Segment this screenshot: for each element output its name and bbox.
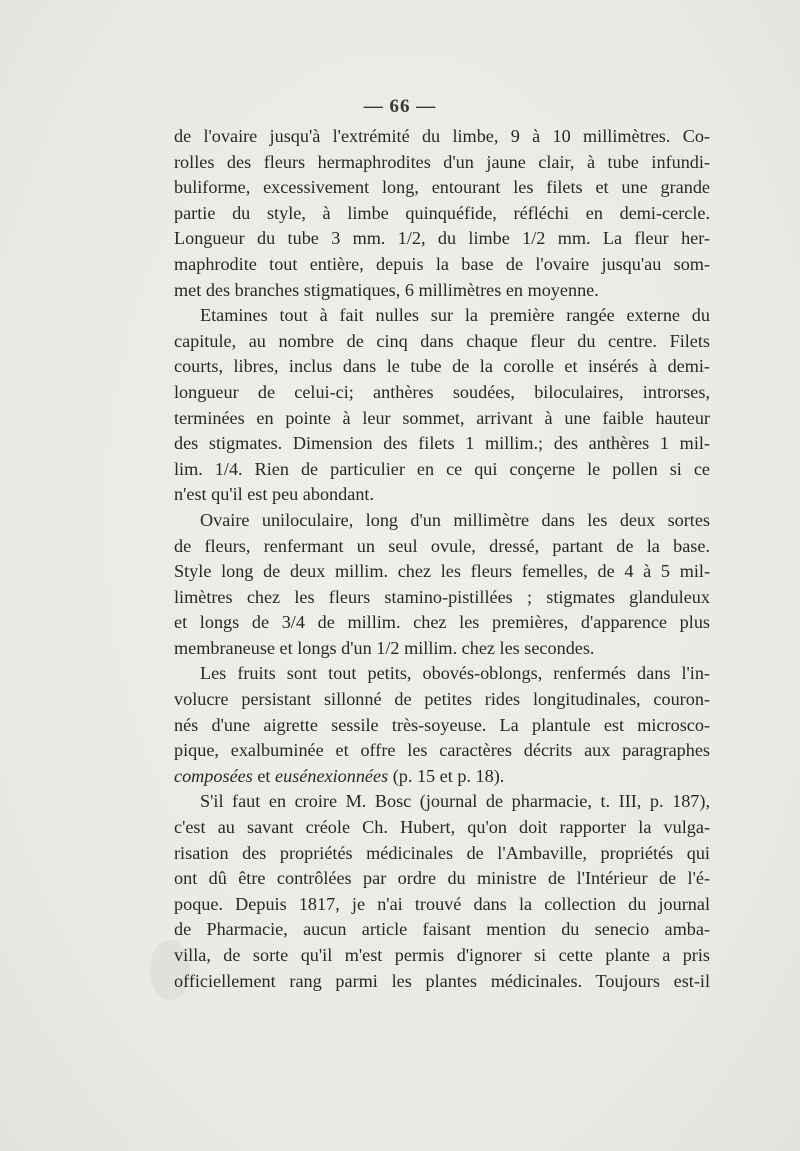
text-line: rolles des fleurs hermaphrodites d'un jaune clair, à tube infundi- xyxy=(174,151,710,172)
text-line: Etamines tout à fait nulles sur la première rangée externe du xyxy=(200,305,710,326)
text-line: terminées en pointe à leur sommet, arrivant à une faible hauteur xyxy=(174,407,710,428)
text-line: volucre persistant sillonné de petites rides longitudinales, couron- xyxy=(174,689,710,710)
text-line: Longueur du tube 3 mm. 1/2, du limbe 1/2 mm. La fleur her- xyxy=(174,228,710,249)
text-line: Ovaire uniloculaire, long d'un millimètre dans les deux sortes xyxy=(200,509,710,530)
text-line: ont dû être contrôlées par ordre du ministre de l'Intérieur de l'é- xyxy=(174,868,710,889)
text-line: de Pharmacie, aucun article faisant mention du senecio amba- xyxy=(174,919,710,940)
text-line: Les fruits sont tout petits, obovés-oblongs, renfermés dans l'in- xyxy=(200,663,710,684)
text-fragment: et xyxy=(252,765,276,786)
text-line: membraneuse et longs d'un 1/2 millim. chez les secondes. xyxy=(174,637,595,658)
text-line xyxy=(174,764,710,790)
text-line: villa, de sorte qu'il m'est permis d'ignorer si cette plante a pris xyxy=(174,945,710,965)
text-line: S'il faut en croire M. Bosc (journal de pharmacie, t. III, p. 187), xyxy=(200,791,710,812)
page-number: — 66 — xyxy=(363,96,437,117)
text-line: Style long de deux millim. chez les fleurs femelles, de 4 à 5 mil- xyxy=(174,561,710,582)
text-line: de l'ovaire jusqu'à l'extrémité du limbe, 9 à 10 millimètres. Co- xyxy=(174,126,710,146)
text-line: capitule, au nombre de cinq dans chaque fleur du centre. Filets xyxy=(174,330,710,351)
italic-term: eusénexionnées xyxy=(275,765,389,786)
text-line: nés d'une aigrette sessile très-soyeuse. La plantule est microsco- xyxy=(174,714,710,735)
text-line: partie du style, à limbe quinquéfide, réfléchi en demi-cercle. xyxy=(174,202,710,223)
text-line: longueur de celui-ci; anthères soudées, biloculaires, introrses, xyxy=(174,381,710,402)
text-line: c'est au savant créole Ch. Hubert, qu'on doit rapporter la vulga- xyxy=(174,817,710,838)
text-line: maphrodite tout entière, depuis la base de l'ovaire jusqu'au som- xyxy=(174,253,710,274)
body-text xyxy=(174,124,710,994)
text-line: des stigmates. Dimension des filets 1 millim.; des anthères 1 mil- xyxy=(174,433,710,454)
text-line: courts, libres, inclus dans le tube de la corolle et insérés à demi- xyxy=(174,356,710,377)
text-line: n'est qu'il est peu abondant. xyxy=(174,484,375,505)
text-line: officiellement rang parmi les plantes médicinales. Toujours est-il xyxy=(174,970,710,991)
text-fragment: (p. 15 et p. 18). xyxy=(388,765,505,786)
text-line: de fleurs, renfermant un seul ovule, dressé, partant de la base. xyxy=(174,535,710,556)
text-line: et longs de 3/4 de millim. chez les premières, d'apparence plus xyxy=(174,612,710,633)
text-line: met des branches stigmatiques, 6 millimètres en moyenne. xyxy=(174,279,599,300)
text-line: lim. 1/4. Rien de particulier en ce qui conçerne le pollen si ce xyxy=(174,458,710,479)
text-line: limètres chez les fleurs stamino-pistillées ; stigmates glanduleux xyxy=(174,586,710,607)
text-line: risation des propriétés médicinales de l'Ambaville, propriétés qui xyxy=(174,842,710,863)
italic-term: composées xyxy=(174,765,253,786)
text-line: buliforme, excessivement long, entourant les filets et une grande xyxy=(174,177,710,198)
text-line: pique, exalbuminée et offre les caractères décrits aux paragraphes xyxy=(174,740,710,761)
text-line: poque. Depuis 1817, je n'ai trouvé dans la collection du journal xyxy=(174,893,710,914)
